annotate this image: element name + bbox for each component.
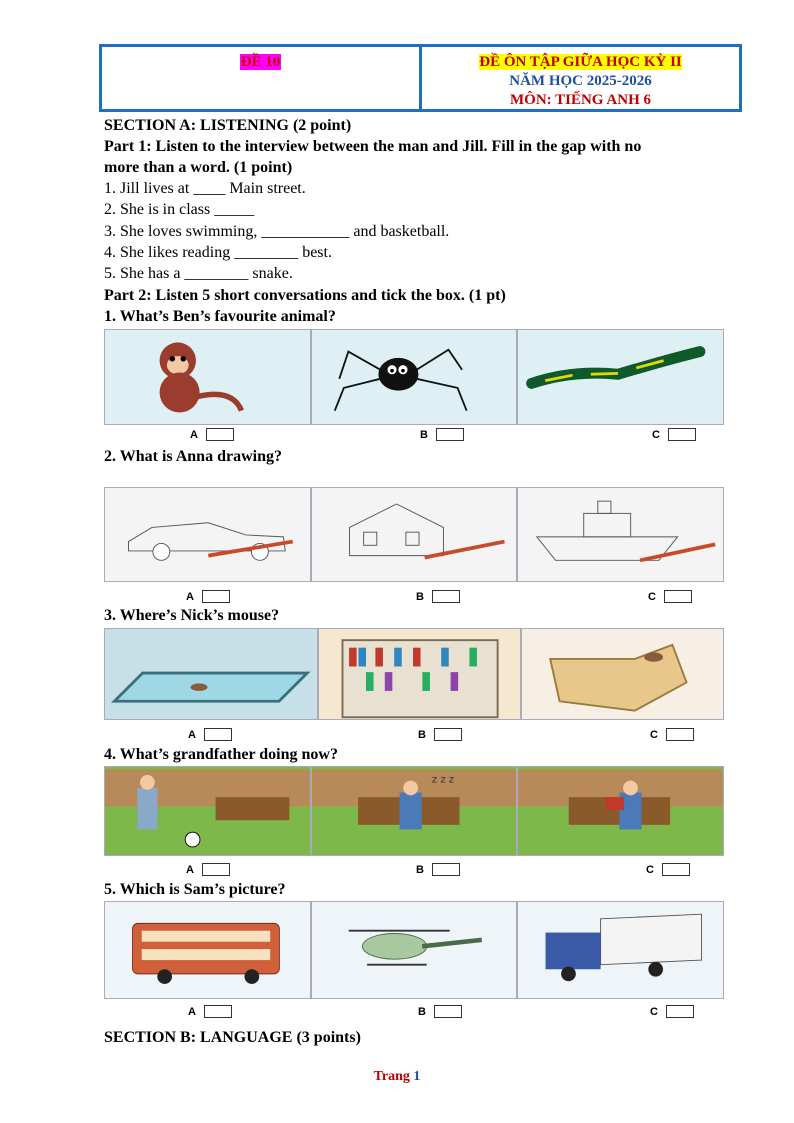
q4-checkbox-b[interactable] [432, 863, 460, 876]
part2-heading: Part 2: Listen 5 short conversations and tick the box. (1 pt) [104, 287, 506, 304]
bus-icon [105, 902, 310, 998]
section-b-heading: SECTION B: LANGUAGE (3 points) [104, 1029, 361, 1046]
picture-boat-drawing [517, 487, 724, 582]
part1-item-3: 3. She loves swimming, ___________ and basketball. [104, 223, 450, 240]
picture-spider [311, 329, 518, 425]
question-4-pictures [104, 766, 724, 856]
question-2-pictures [104, 487, 724, 582]
part1-item-5: 5. She has a ________ snake. [104, 265, 293, 282]
q2-checkbox-c[interactable] [664, 590, 692, 603]
part1-heading-line2: more than a word. (1 point) [104, 159, 293, 176]
subject: MÔN: TIẾNG ANH 6 [510, 92, 651, 108]
q1-checkbox-c[interactable] [668, 428, 696, 441]
page-label: Trang [373, 1069, 410, 1084]
car-drawing-icon [105, 488, 310, 581]
picture-house-drawing [311, 487, 518, 582]
q5-checkbox-b[interactable] [434, 1005, 462, 1018]
picture-grandfather-sleeping [311, 766, 518, 856]
header-left-cell [102, 47, 422, 109]
header-right-cell [422, 47, 739, 109]
monkey-icon [105, 330, 310, 424]
question-5-options [104, 1005, 724, 1023]
picture-box [521, 628, 724, 720]
pool-icon [105, 629, 317, 719]
q2-option-a[interactable]: A [186, 590, 230, 603]
boat-drawing-icon [518, 488, 723, 581]
picture-lizard [517, 329, 724, 425]
part1-heading-line1: Part 1: Listen to the interview between the man and Jill. Fill in the gap with no [104, 138, 642, 155]
q1-checkbox-a[interactable] [206, 428, 234, 441]
bookshelf-icon [319, 629, 520, 719]
page-number: 1 [413, 1069, 421, 1084]
q2-checkbox-b[interactable] [432, 590, 460, 603]
svg-text:z z z: z z z [431, 774, 454, 786]
q2-option-b[interactable]: B [416, 590, 460, 603]
q5-option-a[interactable]: A [188, 1005, 232, 1018]
helicopter-icon [312, 902, 517, 998]
q3-checkbox-c[interactable] [666, 728, 694, 741]
q4-checkbox-c[interactable] [662, 863, 690, 876]
q1-option-c[interactable]: C [652, 428, 696, 441]
spider-icon [312, 330, 517, 424]
q4-checkbox-a[interactable] [202, 863, 230, 876]
grandfather-football-icon [105, 767, 310, 855]
question-5: 5. Which is Sam’s picture? [104, 881, 286, 898]
question-4: 4. What’s grandfather doing now? [104, 746, 338, 763]
q5-option-b[interactable]: B [418, 1005, 462, 1018]
question-1-options [104, 428, 724, 446]
q4-option-a[interactable]: A [186, 863, 230, 876]
q2-checkbox-a[interactable] [202, 590, 230, 603]
q1-option-b[interactable]: B [420, 428, 464, 441]
exam-label: ĐỀ 10 [240, 54, 281, 70]
picture-grandfather-reading [517, 766, 724, 856]
picture-helicopter [311, 901, 518, 999]
question-1-pictures [104, 329, 724, 425]
q4-option-c[interactable]: C [646, 863, 690, 876]
q1-option-a[interactable]: A [190, 428, 234, 441]
q5-option-c[interactable]: C [650, 1005, 694, 1018]
exam-title: ĐỀ ÔN TẬP GIỮA HỌC KỲ II [479, 54, 682, 70]
lorry-icon [518, 902, 723, 998]
section-a-heading: SECTION A: LISTENING (2 point) [104, 117, 352, 134]
question-3-pictures [104, 628, 724, 720]
picture-grandfather-football [104, 766, 311, 856]
part1-item-1: 1. Jill lives at ____ Main street. [104, 180, 306, 197]
question-3: 3. Where’s Nick’s mouse? [104, 607, 280, 624]
q2-option-c[interactable]: C [648, 590, 692, 603]
q3-option-c[interactable]: C [650, 728, 694, 741]
picture-bookshelf [318, 628, 521, 720]
page-footer [0, 1069, 794, 1085]
q5-checkbox-c[interactable] [666, 1005, 694, 1018]
q5-checkbox-a[interactable] [204, 1005, 232, 1018]
question-2: 2. What is Anna drawing? [104, 448, 282, 465]
grandfather-reading-icon [518, 767, 723, 855]
exam-header [99, 44, 742, 112]
school-year: NĂM HỌC 2025-2026 [509, 73, 652, 89]
question-5-pictures [104, 901, 724, 999]
q4-option-b[interactable]: B [416, 863, 460, 876]
picture-bus [104, 901, 311, 999]
q3-checkbox-b[interactable] [434, 728, 462, 741]
picture-car-drawing [104, 487, 311, 582]
q3-option-b[interactable]: B [418, 728, 462, 741]
picture-lorry [517, 901, 724, 999]
q3-checkbox-a[interactable] [204, 728, 232, 741]
lizard-icon [518, 330, 723, 424]
part1-item-2: 2. She is in class _____ [104, 201, 255, 218]
house-drawing-icon [312, 488, 517, 581]
picture-pool [104, 628, 318, 720]
picture-monkey [104, 329, 311, 425]
part1-item-4: 4. She likes reading ________ best. [104, 244, 332, 261]
grandfather-sleeping-icon [312, 767, 517, 855]
box-icon [522, 629, 723, 719]
q1-checkbox-b[interactable] [436, 428, 464, 441]
question-1: 1. What’s Ben’s favourite animal? [104, 308, 336, 325]
q3-option-a[interactable]: A [188, 728, 232, 741]
